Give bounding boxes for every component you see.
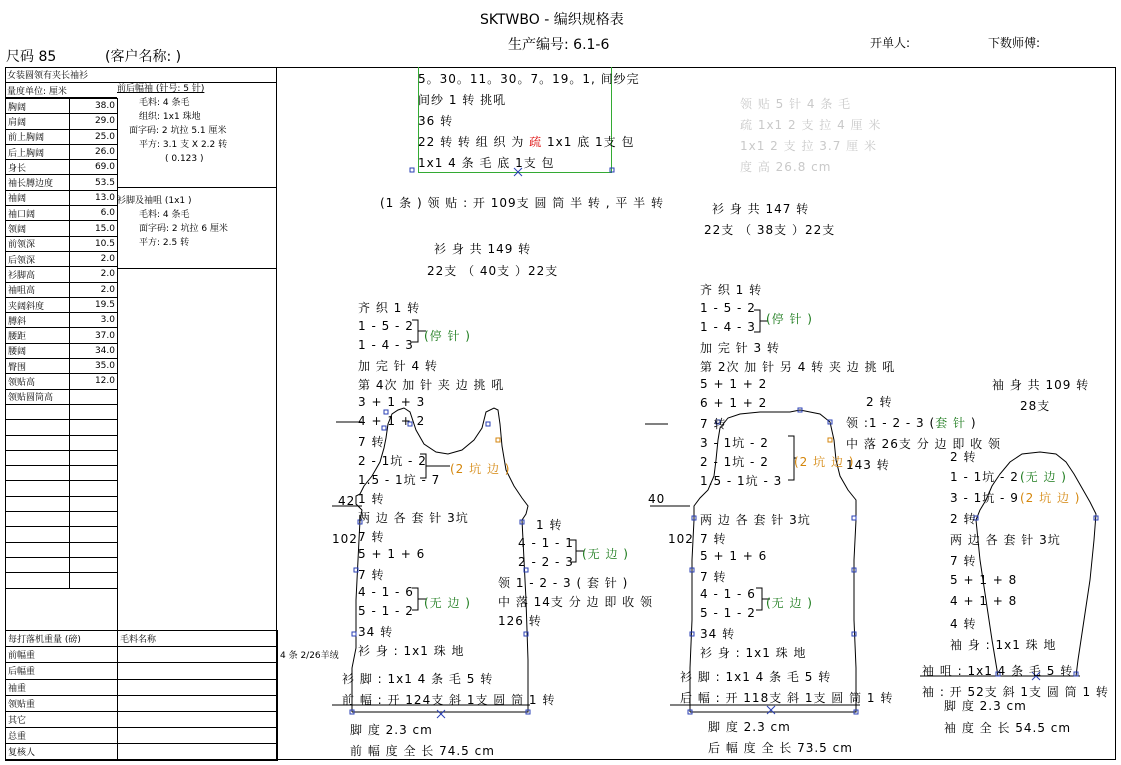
back-stop-note: (停 针 )	[766, 312, 813, 326]
page-title: SKTWBO - 编织规格表	[480, 12, 624, 28]
collar-gray-line: 疏 1x1 2 支 拉 4 厘 米	[740, 118, 882, 132]
sleeve-instruction-line: 袖 身 : 1x1 珠 地	[950, 638, 1057, 652]
front-instruction-line: 齐 织 1 转	[358, 301, 421, 315]
spec-label: 肩阔	[6, 114, 70, 129]
back-cast-note: 后 幅 : 开 118支 斜 1支 圆 筒 1 转	[680, 691, 894, 705]
spec-label: 腰距	[6, 328, 70, 343]
back-neck-line: 143 转	[846, 458, 890, 472]
collar-gray-line: 度 高 26.8 cm	[740, 160, 832, 174]
spec-value: 38.0	[70, 99, 118, 114]
front-instruction-line: 7 转	[358, 435, 385, 449]
note-line: ( 0.123 )	[165, 154, 204, 164]
weight-label: 领贴重	[6, 695, 118, 711]
sleeve-instruction-line: 两 边 各 套 针 3坑	[950, 533, 1061, 547]
client-label: (客户名称: )	[105, 49, 182, 65]
front-width-42: 42	[338, 494, 356, 508]
front-noedge-note: (无 边 )	[424, 596, 471, 610]
front-instruction-line: 加 完 针 4 转	[358, 359, 438, 373]
note-line: 平方: 2.5 转	[139, 238, 190, 248]
front-instruction-line: 衫 身 : 1x1 珠 地	[358, 644, 465, 658]
back-noedge-note: (无 边 )	[766, 596, 813, 610]
spec-value: 2.0	[70, 251, 118, 266]
spec-value: 6.0	[70, 206, 118, 221]
collar-line: 5。30。11。30。7。19。1, 间纱完	[418, 72, 640, 86]
back-neck-line: 2 转	[866, 395, 893, 409]
spec-label: 袖长膊边度	[6, 175, 70, 190]
front-instruction-line: 4 - 1 - 6	[358, 585, 414, 599]
sleeve-instruction-line: 2 转	[950, 512, 977, 526]
sleeve-foot-height: 脚 度 2.3 cm	[944, 699, 1027, 713]
back-width-40: 40	[648, 492, 666, 506]
sleeve-cast-note: 袖 : 开 52支 斜 1支 圆 筒 1 转	[922, 685, 1109, 699]
sleeve-pit-note: (2 坑 边 )	[1020, 491, 1081, 505]
spec-value: 35.0	[70, 359, 118, 374]
production-number: 生产编号: 6.1-6	[508, 37, 610, 53]
spec-label: 领贴圆筒高	[6, 389, 70, 404]
spec-label: 前领深	[6, 236, 70, 251]
front-instruction-line: 7 转	[358, 568, 385, 582]
front-instruction-line: 1 - 4 - 3	[358, 338, 414, 352]
front-hem-note: 衫 脚 : 1x1 4 条 毛 5 转	[342, 672, 494, 686]
back-instruction-line: 5 + 1 + 6	[700, 549, 768, 563]
spec-label: 臀围	[6, 359, 70, 374]
front-total-length: 前 幅 度 全 长 74.5 cm	[350, 744, 495, 758]
front-instruction-line: 1 转	[358, 492, 385, 506]
back-instruction-line: 衫 身 : 1x1 珠 地	[700, 646, 807, 660]
front-pit-note: (2 坑 边 )	[450, 462, 511, 476]
weight-label: 总重	[6, 728, 118, 744]
back-instruction-line: 5 + 1 + 2	[700, 377, 768, 391]
front-noedge-note-2: (无 边 )	[582, 547, 629, 561]
spec-value: 25.0	[70, 129, 118, 144]
back-instruction-line: 第 2次 加 针 另 4 转 夹 边 挑 吼	[700, 360, 896, 374]
front-instruction-line: 5 - 1 - 2	[358, 604, 414, 618]
front-instruction-line: 1.5 - 1坑 - 7	[358, 473, 441, 487]
front-instruction-line: 两 边 各 套 针 3坑	[358, 511, 469, 525]
back-neck-line: 中 落 26支 分 边 即 收 领	[846, 437, 1001, 451]
spec-value: 12.0	[70, 374, 118, 389]
spec-value: 15.0	[70, 221, 118, 236]
back-instruction-line: 5 - 1 - 2	[700, 606, 756, 620]
back-instruction-line: 1 - 4 - 3	[700, 320, 756, 334]
back-total-rows: 衫 身 共 147 转	[712, 202, 810, 216]
spec-label: 膊斜	[6, 313, 70, 328]
collar-line: 36 转	[418, 114, 454, 128]
note-line: 面字码: 2 坑拉 5.1 厘米	[129, 126, 227, 136]
spec-label: 夹阔斜度	[6, 297, 70, 312]
sleeve-instruction-line: 4 转	[950, 617, 977, 631]
front-collar-line: 4 - 1 - 1	[518, 536, 574, 550]
spec-value: 2.0	[70, 267, 118, 282]
back-instruction-line: 4 - 1 - 6	[700, 587, 756, 601]
sleeve-total-length: 袖 度 全 长 54.5 cm	[944, 721, 1072, 735]
back-instruction-line: 齐 织 1 转	[700, 283, 763, 297]
front-collar-line: 2 - 2 - 3	[518, 555, 574, 569]
note-line: 组织: 1x1 珠地	[139, 112, 201, 122]
note-line: 毛料: 4 条毛	[139, 98, 190, 108]
spec-label: 后上胸阔	[6, 144, 70, 159]
order-person-label: 开单人:	[870, 36, 911, 50]
front-height-102: 102	[332, 532, 358, 546]
unit-label: 量度单位: 厘米	[7, 87, 67, 97]
sleeve-instruction-line: 7 转	[950, 554, 977, 568]
front-collar-line: 中 落 14支 分 边 即 收 领	[498, 595, 653, 609]
weight-label: 袖重	[6, 679, 118, 695]
front-collar-line: 126 转	[498, 614, 542, 628]
sleeve-total-rows: 袖 身 共 109 转	[992, 378, 1090, 392]
spec-label: 领阔	[6, 221, 70, 236]
back-hem-note: 衫 脚 : 1x1 4 条 毛 5 转	[680, 670, 832, 684]
front-instruction-line: 7 转	[358, 530, 385, 544]
spec-value: 37.0	[70, 328, 118, 343]
collar-line: 1x1 4 条 毛 底 1支 包	[418, 156, 555, 170]
front-collar-line: 1 转	[536, 518, 563, 532]
collar-line: 间纱 1 转 挑吼	[418, 93, 507, 107]
collar-gray-line: 领 贴 5 针 4 条 毛	[740, 97, 852, 111]
master-label: 下数师傅:	[988, 36, 1041, 50]
back-instruction-line: 2 - 1坑 - 2	[700, 455, 769, 469]
front-instruction-line: 3 + 1 + 3	[358, 395, 426, 409]
back-neck-line: 领 :1 - 2 - 3 (套 针 )	[846, 416, 977, 430]
weight-label: 其它	[6, 711, 118, 727]
style-name: 女装圆领有夹长袖衫	[7, 71, 89, 81]
spec-label: 袖咀高	[6, 282, 70, 297]
front-instruction-line: 34 转	[358, 625, 394, 639]
back-pit-note: (2 坑 边 )	[794, 455, 855, 469]
collar-note: (1 条 ) 领 贴 : 开 109支 圆 筒 半 转 , 平 半 转	[380, 196, 664, 210]
spec-value: 13.0	[70, 190, 118, 205]
back-instruction-line: 加 完 针 3 转	[700, 341, 780, 355]
weight-heading: 每打落机重量 (磅)	[6, 631, 118, 647]
spec-label: 领贴高	[6, 374, 70, 389]
sleeve-instruction-line: 2 转	[950, 450, 977, 464]
note-line: 毛料: 4 条毛	[139, 210, 190, 220]
spec-value: 69.0	[70, 160, 118, 175]
back-instruction-line: 7 转	[700, 417, 727, 431]
size-label: 尺码 85	[6, 49, 57, 65]
note-line: 面字码: 2 坑拉 6 厘米	[139, 224, 228, 234]
back-total-length: 后 幅 度 全 长 73.5 cm	[708, 741, 853, 755]
front-instruction-line: 第 4次 加 针 夹 边 挑 吼	[358, 378, 505, 392]
sleeve-noedge-note: (无 边 )	[1020, 470, 1067, 484]
spec-label: 后领深	[6, 251, 70, 266]
spec-label: 前上胸阔	[6, 129, 70, 144]
spec-value: 29.0	[70, 114, 118, 129]
spec-label: 袖口阔	[6, 206, 70, 221]
spec-label: 腰阔	[6, 343, 70, 358]
front-instruction-line: 2 - 1坑 - 2	[358, 454, 427, 468]
spec-value: 34.0	[70, 343, 118, 358]
back-stitch-split: 22支 （ 38支 ）22支	[704, 223, 836, 237]
spec-value: 19.5	[70, 297, 118, 312]
sleeve-instruction-line: 3 - 1坑 - 9	[950, 491, 1019, 505]
spec-label: 胸阔	[6, 99, 70, 114]
back-instruction-line: 3 - 1坑 - 2	[700, 436, 769, 450]
front-foot-height: 脚 度 2.3 cm	[350, 723, 433, 737]
sleeve-stitches: 28支	[1020, 399, 1051, 413]
yarn-cell: 4 条 2/26羊绒	[278, 647, 438, 663]
yarn-heading: 毛料名称	[118, 631, 278, 647]
front-instruction-line: 4 + 1 + 2	[358, 414, 426, 428]
front-instruction-line: 1 - 5 - 2	[358, 319, 414, 333]
sleeve-instruction-line: 1 - 1坑 - 2	[950, 470, 1019, 484]
back-instruction-line: 1 - 5 - 2	[700, 301, 756, 315]
back-height-102: 102	[668, 532, 694, 546]
sleeve-cuff-note: 袖 咀 : 1x1 4 条 毛 5 转	[922, 664, 1074, 678]
front-stop-note: (停 针 )	[424, 329, 471, 343]
spec-value: 2.0	[70, 282, 118, 297]
sleeve-instruction-line: 4 + 1 + 8	[950, 594, 1018, 608]
collar-line: 22 转 转 组 织 为 疏 1x1 底 1支 包	[418, 135, 635, 149]
collar-gray-line: 1x1 2 支 拉 3.7 厘 米	[740, 139, 877, 153]
spec-value: 53.5	[70, 175, 118, 190]
spec-label: 衫脚高	[6, 267, 70, 282]
spec-value: 26.0	[70, 144, 118, 159]
sleeve-instruction-line: 5 + 1 + 8	[950, 573, 1018, 587]
front-stitch-split: 22支 （ 40支 ）22支	[427, 264, 559, 278]
front-instruction-line: 5 + 1 + 6	[358, 547, 426, 561]
spec-label: 袖阔	[6, 190, 70, 205]
back-foot-height: 脚 度 2.3 cm	[708, 720, 791, 734]
back-instruction-line: 两 边 各 套 针 3坑	[700, 513, 811, 527]
weight-label: 复核人	[6, 744, 118, 760]
weight-label: 后幅重	[6, 663, 118, 679]
front-cast-note: 前 幅 : 开 124支 斜 1支 圆 筒 1 转	[342, 693, 556, 707]
body-knit-heading: 前后幅袖 (针号: 5 针)	[117, 84, 205, 94]
front-total-rows: 衫 身 共 149 转	[434, 242, 532, 256]
back-instruction-line: 6 + 1 + 2	[700, 396, 768, 410]
note-line: 平方: 3.1 支 X 2.2 转	[139, 140, 228, 150]
front-collar-line: 领 1 - 2 - 3 ( 套 针 )	[498, 576, 629, 590]
back-instruction-line: 7 转	[700, 532, 727, 546]
hem-knit-heading: 衫脚及袖咀 (1x1 )	[117, 196, 192, 206]
spec-value: 3.0	[70, 313, 118, 328]
weight-label: 前幅重	[6, 647, 118, 663]
spec-value: 10.5	[70, 236, 118, 251]
back-instruction-line: 7 转	[700, 570, 727, 584]
back-instruction-line: 1.5 - 1坑 - 3	[700, 474, 783, 488]
back-instruction-line: 34 转	[700, 627, 736, 641]
spec-label: 身长	[6, 160, 70, 175]
